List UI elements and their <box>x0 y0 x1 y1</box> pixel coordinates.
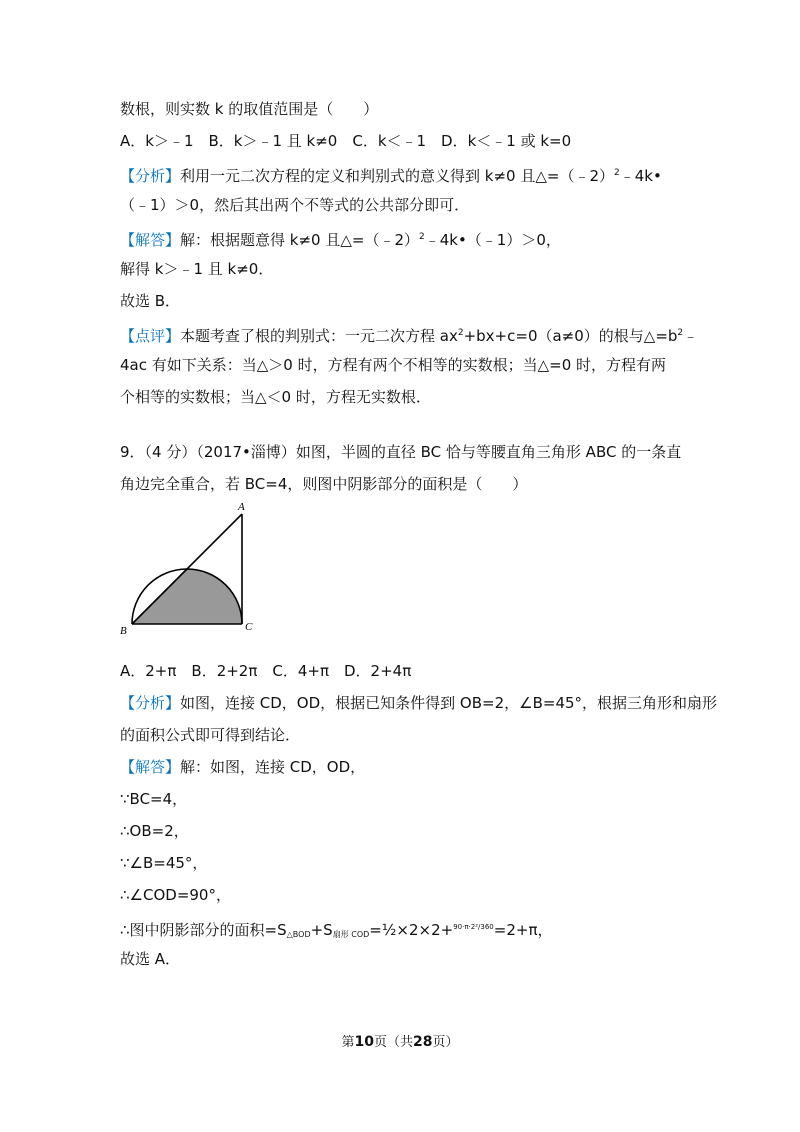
q8-comment-text: 本题考查了根的判别式：一元二次方程 ax <box>180 327 458 345</box>
q8-comment-line-3: 个相等的实数根；当△＜0 时，方程无实数根． <box>120 388 431 406</box>
q8-solution-text: 解：根据题意得 k≠0 且△=（﹣2） <box>180 231 419 249</box>
q9-analysis-line-1 <box>120 693 717 713</box>
q9-stem-line-1: 9．（4 分）（2017•淄博）如图，半圆的直径 BC 恰与等腰直角三角形 ABC 的一条直 <box>120 443 682 461</box>
solution-tag: 【解答】 <box>120 231 181 249</box>
exponent: 2 <box>677 328 684 338</box>
label-b: B <box>120 625 127 637</box>
q8-analysis-line-1 <box>120 163 662 186</box>
q9-step-5-result: =2+π， <box>493 921 553 939</box>
q9-step-2: ∴OB=2， <box>120 822 189 840</box>
exponent: 2 <box>614 168 620 178</box>
q8-comment-line-2: 4ac 有如下关系：当△＞0 时，方程有两个不相等的实数根；当△=0 时，方程有两 <box>120 356 667 374</box>
q9-options: A．2+π B．2+2π C．4+π D．2+4π <box>120 662 412 680</box>
footer-prefix: 第 <box>341 1035 355 1050</box>
fraction: 90·π·2²/360 <box>453 923 494 931</box>
footer-total-pages: 28 <box>413 1034 433 1050</box>
q9-step-1: ∵BC=4， <box>120 790 188 808</box>
exponent: 2 <box>457 328 464 338</box>
q8-comment-text-mid: +bx+c=0（a≠0）的根与△=b <box>463 327 678 345</box>
q8-comment-text-end: ﹣ <box>683 327 699 345</box>
q9-solution-line-1 <box>120 757 365 777</box>
page-footer <box>0 1031 800 1050</box>
q8-analysis-end: ﹣4k• <box>619 167 662 185</box>
q8-stem-tail: 数根，则实数 k 的取值范围是（ ） <box>120 100 379 118</box>
q9-analysis-line-2: 的面积公式即可得到结论． <box>120 726 301 744</box>
q9-step-5-text: ∴图中阴影部分的面积=S <box>120 921 287 939</box>
label-a: A <box>238 501 245 513</box>
q8-solution-line-2: 解得 k＞﹣1 且 k≠0． <box>120 260 274 278</box>
q8-analysis-text: 利用一元二次方程的定义和判别式的意义得到 k≠0 且△=（﹣2） <box>180 167 615 185</box>
q9-analysis-text: 如图，连接 CD，OD，根据已知条件得到 OB=2，∠B=45°，根据三角形和扇形 <box>180 694 718 712</box>
q9-step-5-calc: =½×2×2+ <box>369 921 454 939</box>
subscript: 扇形 COD <box>332 930 370 939</box>
q8-comment-line-1 <box>120 323 698 346</box>
q9-step-3: ∵∠B=45°， <box>120 854 208 872</box>
footer-page-number: 10 <box>354 1034 374 1050</box>
q8-analysis-line-2: （﹣1）＞0，然后其出两个不等式的公共部分即可． <box>120 196 470 214</box>
solution-tag: 【解答】 <box>120 758 181 776</box>
semicircle-triangle-diagram <box>118 500 268 640</box>
shaded-region <box>132 569 242 624</box>
footer-middle: 页（共 <box>373 1035 413 1050</box>
footer-suffix: 页） <box>432 1035 459 1050</box>
analysis-tag: 【分析】 <box>120 694 181 712</box>
q9-stem-line-2: 角边完全重合，若 BC=4，则图中阴影部分的面积是（ ） <box>120 475 528 493</box>
comment-tag: 【点评】 <box>120 327 181 345</box>
exponent: 2 <box>419 232 425 242</box>
label-c: C <box>245 621 253 633</box>
q9-solution-text: 解：如图，连接 CD，OD， <box>180 758 366 776</box>
q8-solution-text-end: ﹣4k•（﹣1）＞0， <box>424 231 561 249</box>
q9-step-5-plus: +S <box>310 921 333 939</box>
subscript: △BOD <box>286 930 311 939</box>
q8-solution-line-1 <box>120 227 561 250</box>
q9-figure <box>118 500 268 640</box>
q8-options: A．k＞﹣1 B．k＞﹣1 且 k≠0 C．k＜﹣1 D．k＜﹣1 或 k=0 <box>120 132 572 150</box>
q9-conclusion: 故选 A． <box>120 950 181 968</box>
q9-step-5 <box>120 917 552 945</box>
q8-solution-line-3: 故选 B． <box>120 292 181 310</box>
q9-step-4: ∴∠COD=90°， <box>120 886 231 904</box>
analysis-tag: 【分析】 <box>120 167 181 185</box>
